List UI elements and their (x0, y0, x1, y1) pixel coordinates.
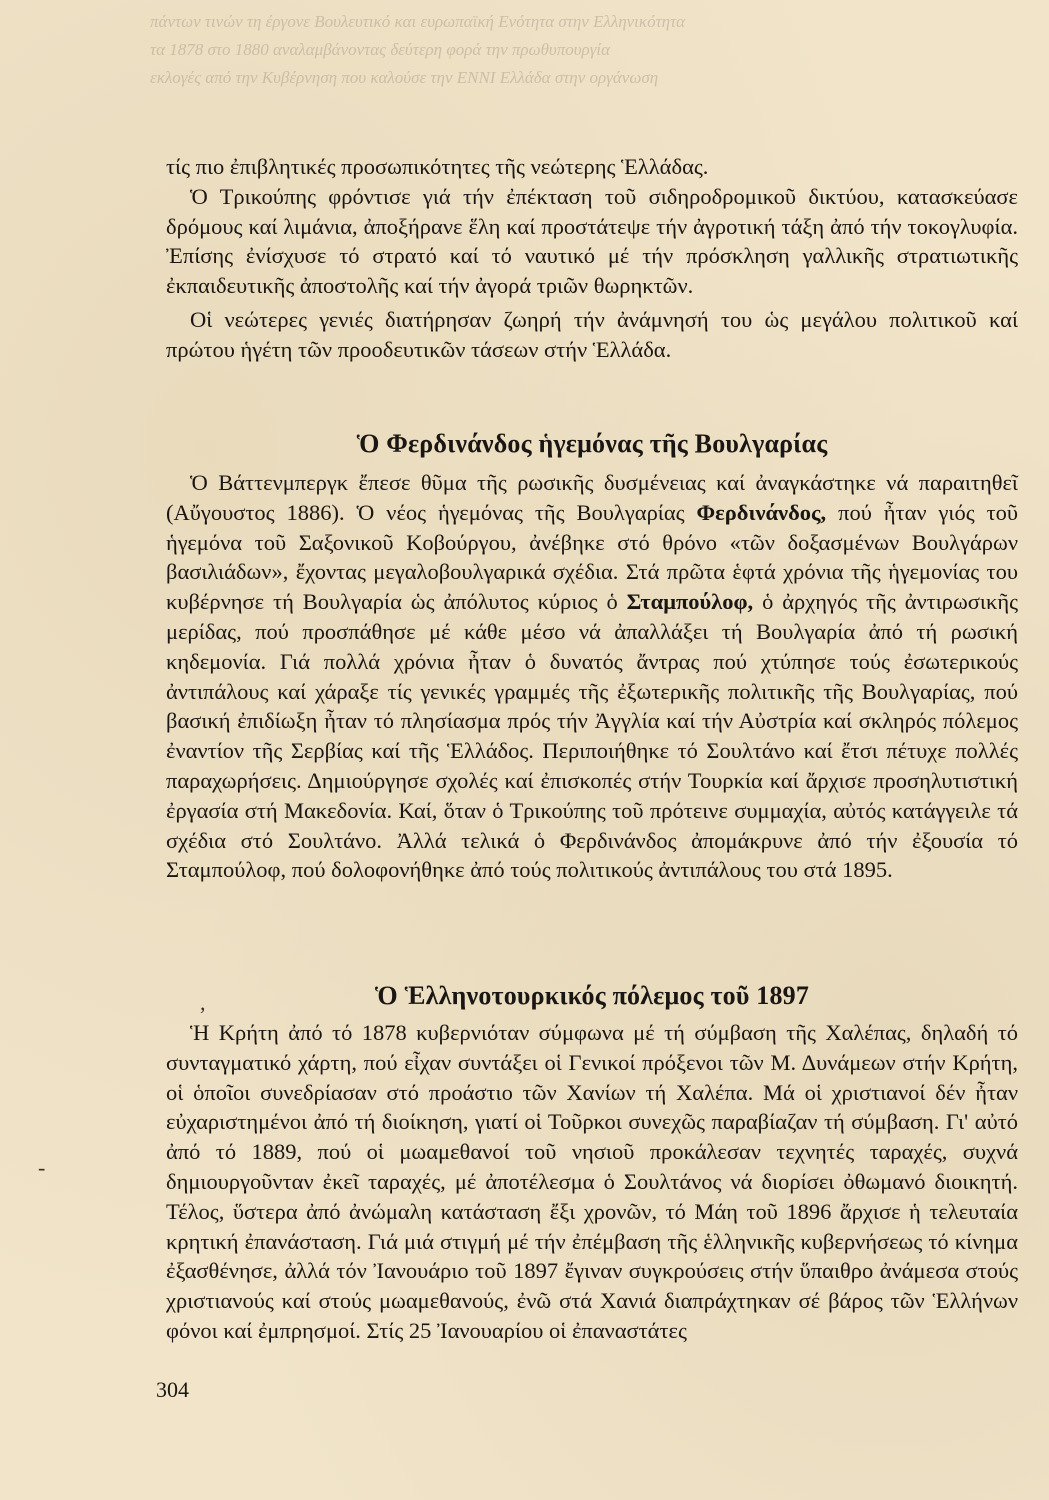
page-number: 304 (156, 1377, 189, 1402)
paragraph-1: τίς πιο ἐπιβλητικές προσωπικότητες τῆς νεώτερης Ἑλλάδας. (166, 154, 709, 179)
section-heading-greco-turkish-war: Ὁ Ἑλληνοτουρκικός πόλεμος τοῦ 1897 (374, 981, 810, 1010)
paragraph-2: Ὁ Τρικούπης φρόντισε γιά τήν ἐπέκταση τοῦ σιδηροδρομικοῦ δικτύου, κατασκεύασε δρόμους καί λιμάνια, ἀποξήρανε ἕλη καί προστάτεψε τήν ἀγροτική τάξη ἀπό τήν τοκογλυφία. Ἐπίσης ἐνίσχυσε τό στρατό καί τό ναυτικό μέ τήν πρόσκληση γαλλικῆς στρατιωτικῆς ἐκπαιδευτικῆς ἀποστολῆς καί τήν ἀγορά τριῶν θωρηκτῶν. (166, 183, 1018, 299)
bleed-through-line-3: εκλογές από την Κυβέρνηση που καλούσε την ΕΝΝΙ Ελλάδα στην οργάνωση (150, 68, 659, 87)
ferdinand-text-a: Ὁ Βάττενμπεργκ ἔπεσε θῦμα τῆς ρωσικῆς δυσμένειας καί ἀναγκάστηκε νά παραιτηθεῖ (Αὔγουστος 1886). Ὁ νέος ἡγεμόνας τῆς Βουλγαρίας (166, 470, 1018, 525)
ferdinand-text-b: πού ἦταν γιός τοῦ ἡγεμόνα τοῦ Σαξονικοῦ Κοβούργου, ἀνέβηκε στό θρόνο «τῶν δοξασμένων Βουλγάρων βασιλιάδων», ἔχοντας μεγαλοβουλγαρικά σχέδια. Στά πρῶτα ἑφτά χρόνια τῆς ἡγεμονίας του κυβέρνησε τή Βουλγαρία ὡς ἀπόλυτος κύριος ὁ (166, 499, 1019, 615)
bleed-through-line-2: τα 1878 στο 1880 αναλαμβάνοντας δεύτερη φορά την πρωθυπουργία (150, 40, 611, 59)
intro-text (166, 152, 1018, 365)
ferdinand-name: Φερδινάνδος, (696, 499, 827, 525)
section-war-body (166, 1018, 1018, 1346)
stambolov-name: Σταμπούλοφ, (626, 589, 754, 615)
ferdinand-text-c: ὁ ἀρχηγός τῆς ἀντιρωσικῆς μερίδας, πού προσπάθησε μέ κάθε μέσο νά ἀπαλλάξει τή Βουλγαρία ἀπό τή ρωσική κηδεμονία. Γιά πολλά χρόνια ἦταν ὁ δυνατός ἄντρας πού χτύπησε τούς ἐσωτερικούς ἀντιπάλους καί χάραξε τίς γενικές γραμμές τῆς ἐξωτερικῆς πολιτικῆς τῆς Βουλγαρίας, πού βασική ἐπιδίωξη ἦταν τό πλησίασμα πρός τήν Ἀγγλία καί τήν Αὐστρία καί σκληρός πόλεμος ἐναντίον τῆς Σερβίας καί τῆς Ἑλλάδος. Περιποιήθηκε τό Σουλτάνο καί ἔτσι πέτυχε πολλές παραχωρήσεις. Δημιούργησε σχολές καί ἐπισκοπές στήν Τουρκία καί ἄρχισε προσηλυτιστική ἐργασία στή Μακεδονία. Καί, ὅταν ὁ Τρικούπης τοῦ πρότεινε συμμαχία, αὐτός κατάγγειλε τά σχέδια στό Σουλτάνο. Ἀλλά τελικά ὁ Φερδινάνδος ἀπομάκρυνε ἀπό τήν ἐξουσία τό Σταμπούλοφ, πού δολοφονήθηκε ἀπό τούς πολιτικούς ἀντιπάλους του στά 1895. (166, 589, 1018, 883)
section-heading-ferdinand: Ὁ Φερδινάνδος ἡγεμόνας τῆς Βουλγαρίας (356, 429, 828, 458)
paragraph-3: Οἱ νεώτερες γενιές διατήρησαν ζωηρή τήν ἀνάμνησή του ὡς μεγάλου πολιτικοῦ καί πρώτου ἡγέτη τῶν προοδευτικῶν τάσεων στήν Ἑλλάδα. (166, 306, 1018, 362)
bleed-through-line-1: πάντων τινών τη έργονε Βουλευτικό και ευρωπαϊκή Ενότητα στην Ελληνικότητα (150, 12, 686, 31)
section-ferdinand-body (166, 468, 1018, 885)
war-paragraph: Ἡ Κρήτη ἀπό τό 1878 κυβερνιόταν σύμφωνα μέ τή σύμβαση τῆς Χαλέπας, δηλαδή τό συνταγματικό χάρτη, πού εἶχαν συντάξει οἱ Γενικοί πρόξενοι τῶν Μ. Δυνάμεων στήν Κρήτη, οἱ ὁποῖοι συνεδρίασαν στό προάστιο τῶν Χανίων τή Χαλέπα. Μά οἱ χριστιανοί δέν ἦταν εὐχαριστημένοι ἀπό τή διοίκηση, γιατί οἱ Τοῦρκοι συνεχῶς παραβίαζαν τή σύμβαση. Γι' αὐτό ἀπό τό 1889, πού οἱ μωαμεθανοί τοῦ νησιοῦ προκάλεσαν τεχνητές ταραχές, συχνά δημιουργοῦνταν ἐκεῖ ταραχές, μέ ἀποτέλεσμα ὁ Σουλτάνος νά διορίσει ὀθωμανό διοικητή. Τέλος, ὕστερα ἀπό ἀνώμαλη κατάσταση ἔξι χρονῶν, τό Μάη τοῦ 1896 ἄρχισε ἡ τελευταία κρητική ἐπανάσταση. Γιά μιά στιγμή μέ τήν ἐπέμβαση τῆς ἑλληνικῆς κυβερνήσεως τό κίνημα ἐξασθένησε, ἀλλά τόν Ἰανουάριο τοῦ 1897 ἔγιναν συγκρούσεις στήν ὕπαιθρο ἀνάμεσα στούς χριστιανούς καί στούς μωαμεθανούς, ἐνῶ στά Χανιά διαπράχτηκαν σέ βάρος τῶν Ἑλλήνων φόνοι καί ἐμπρησμοί. Στίς 25 Ἰανουαρίου οἱ ἐπαναστάτες (166, 1020, 1018, 1343)
ferdinand-paragraph (166, 468, 1018, 885)
margin-dash-mark: - (38, 1155, 46, 1180)
margin-comma-mark: , (200, 990, 206, 1015)
